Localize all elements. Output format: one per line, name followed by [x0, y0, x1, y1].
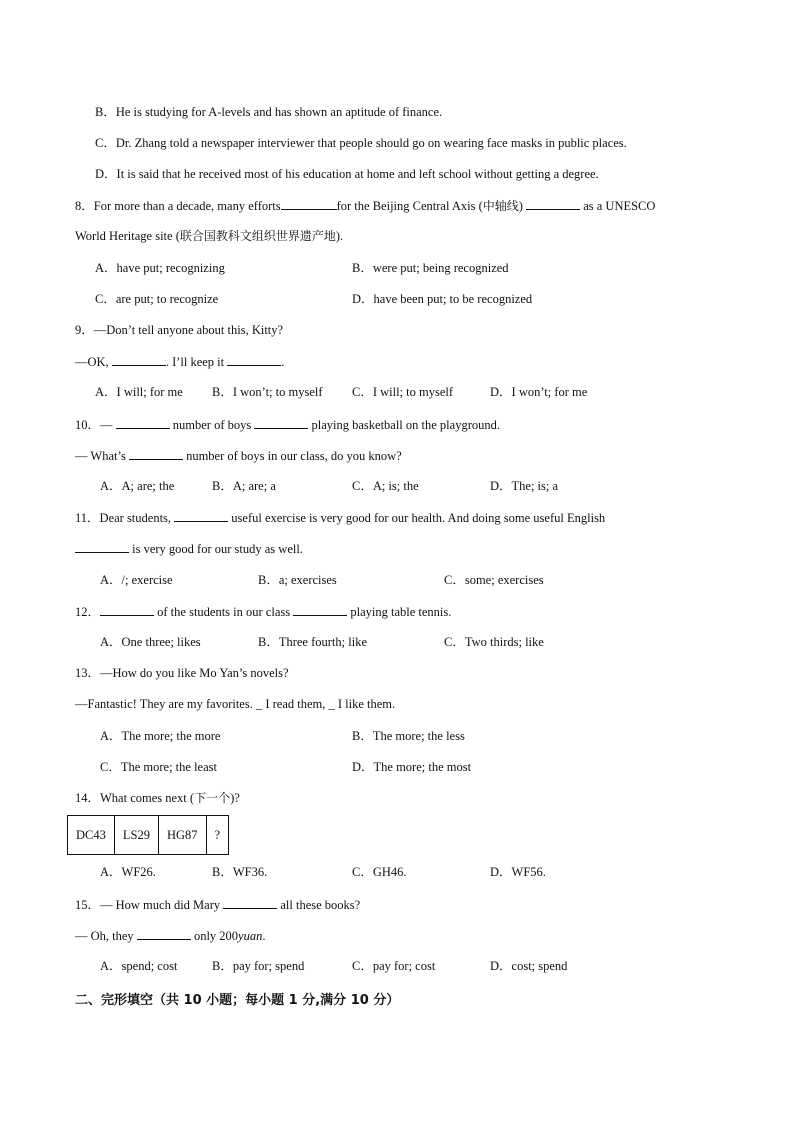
q8-option-a: A．have put; recognizing	[95, 261, 225, 275]
q9-option-d: D．I won’t; for me	[490, 385, 588, 399]
blank	[75, 540, 129, 553]
table-row	[68, 816, 229, 855]
q13-option-b: B．The more; the less	[352, 729, 465, 743]
q14-text-a: 14．What comes next (	[75, 791, 195, 805]
q8-text-cn: 中轴线	[482, 199, 519, 213]
q8-text-b: for the Beijing Central Axis (	[336, 199, 483, 213]
q8-text-d: as a UNESCO	[583, 199, 656, 213]
q8-text-c: )	[518, 199, 523, 213]
q9-text-b: . I’ll keep it	[165, 355, 225, 369]
q8-text-cn2: 联合国教科文组织世界遗产地	[179, 229, 336, 243]
q8-option-b: B．were put; being recognized	[352, 261, 509, 275]
q15-option-d: D．cost; spend	[490, 959, 568, 973]
q10-text-d: — What’s	[75, 449, 126, 463]
q13-stem-line1: 13．—How do you like Mo Yan’s novels?	[75, 666, 289, 680]
q8-stem-line2	[75, 228, 343, 244]
q14-option-a: A．WF26.	[100, 865, 156, 879]
q9-text-a: —OK,	[75, 355, 109, 369]
sequence-cell: ?	[206, 816, 229, 855]
blank	[174, 509, 228, 522]
q14-option-d: D．WF56.	[490, 865, 546, 879]
q8-text-e: World Heritage site (	[75, 229, 180, 243]
q11-stem-line2	[75, 540, 303, 557]
q13-option-a: A．The more; the more	[100, 729, 221, 743]
q9-stem-line1: 9．—Don’t tell anyone about this, Kitty?	[75, 323, 284, 337]
sequence-cell: LS29	[114, 816, 158, 855]
q15-option-c: C．pay for; cost	[352, 959, 436, 973]
q12-option-c: C．Two thirds; like	[444, 635, 544, 649]
q10-text-c: playing basketball on the playground.	[311, 418, 500, 432]
q15-text-a: 15．— How much did Mary	[75, 898, 221, 912]
q10-option-a: A．A; are; the	[100, 479, 175, 493]
q15-text-e: .	[262, 929, 266, 943]
blank	[116, 416, 170, 429]
q12-text-c: playing table tennis.	[350, 605, 452, 619]
q10-text-a: 10．—	[75, 418, 113, 432]
q11-option-b: B．a; exercises	[258, 573, 337, 587]
section-heading: 二、完形填空（共 10 小题；每小题 1 分,满分 10 分）	[75, 993, 400, 1008]
q15-stem-line2	[75, 927, 265, 944]
q15-text-b: all these books?	[280, 898, 361, 912]
q14-text-cn: 下一个	[194, 791, 231, 805]
blank	[129, 447, 183, 460]
q11-text-c: is very good for our study as well.	[132, 542, 303, 556]
q8-stem-line1	[75, 197, 655, 214]
blank	[223, 896, 277, 909]
q11-text-a: 11．Dear students,	[75, 511, 172, 525]
q12-stem-line1	[75, 603, 451, 620]
blank	[254, 416, 308, 429]
blank	[137, 927, 191, 940]
q10-option-d: D．The; is; a	[490, 479, 559, 493]
q15-text-c: — Oh, they	[75, 929, 134, 943]
q9-text-c: .	[281, 355, 285, 369]
q11-stem-line1	[75, 509, 605, 526]
q9-option-c: C．I will; to myself	[352, 385, 454, 399]
q7-option-d: D．It is said that he received most of his education at home and left school without getting a degree.	[95, 167, 599, 181]
blank	[281, 197, 337, 210]
q14-stem-line1	[75, 790, 240, 806]
q8-option-d: D．have been put; to be recognized	[352, 292, 533, 306]
q11-option-a: A．/; exercise	[100, 573, 173, 587]
sequence-cell: HG87	[158, 816, 206, 855]
q10-stem-line2	[75, 447, 402, 464]
q13-option-d: D．The more; the most	[352, 760, 472, 774]
q8-text-a: 8．For more than a decade, many efforts	[75, 199, 281, 213]
q13-stem-line2: —Fantastic! They are my favorites. _ I read them, _ I like them.	[75, 697, 396, 711]
blank	[100, 603, 154, 616]
q14-option-b: B．WF36.	[212, 865, 268, 879]
q10-text-b: number of boys	[172, 418, 252, 432]
q7-option-c: C．Dr. Zhang told a newspaper interviewer that people should go on wearing face masks in public places.	[95, 136, 627, 150]
q12-text-a: 12．	[75, 605, 101, 619]
blank	[526, 197, 580, 210]
blank	[293, 603, 347, 616]
q7-option-b: B．He is studying for A-levels and has shown an aptitude of finance.	[95, 105, 443, 119]
q12-option-a: A．One three; likes	[100, 635, 201, 649]
q14-option-c: C．GH46.	[352, 865, 407, 879]
blank	[227, 353, 281, 366]
q14-text-b: )?	[230, 791, 240, 805]
q9-option-b: B．I won’t; to myself	[212, 385, 323, 399]
q15-text-d: only 200	[193, 929, 239, 943]
q15-stem-line1	[75, 896, 360, 913]
sequence-table	[67, 815, 229, 855]
q11-option-c: C．some; exercises	[444, 573, 544, 587]
q10-stem-line1	[75, 416, 500, 433]
q13-option-c: C．The more; the least	[100, 760, 217, 774]
q12-option-b: B．Three fourth; like	[258, 635, 367, 649]
q15-text-yuan: yuan	[238, 929, 263, 943]
q9-option-a: A．I will; for me	[95, 385, 183, 399]
q10-text-e: number of boys in our class, do you know?	[186, 449, 402, 463]
q8-text-f: ).	[335, 229, 344, 243]
q10-option-c: C．A; is; the	[352, 479, 419, 493]
q8-option-c: C．are put; to recognize	[95, 292, 219, 306]
q11-text-b: useful exercise is very good for our health. And doing some useful English	[231, 511, 606, 525]
sequence-cell: DC43	[68, 816, 115, 855]
blank	[112, 353, 166, 366]
q9-stem-line2	[75, 353, 284, 370]
q15-option-a: A．spend; cost	[100, 959, 178, 973]
q12-text-b: of the students in our class	[157, 605, 291, 619]
q15-option-b: B．pay for; spend	[212, 959, 305, 973]
q10-option-b: B．A; are; a	[212, 479, 276, 493]
